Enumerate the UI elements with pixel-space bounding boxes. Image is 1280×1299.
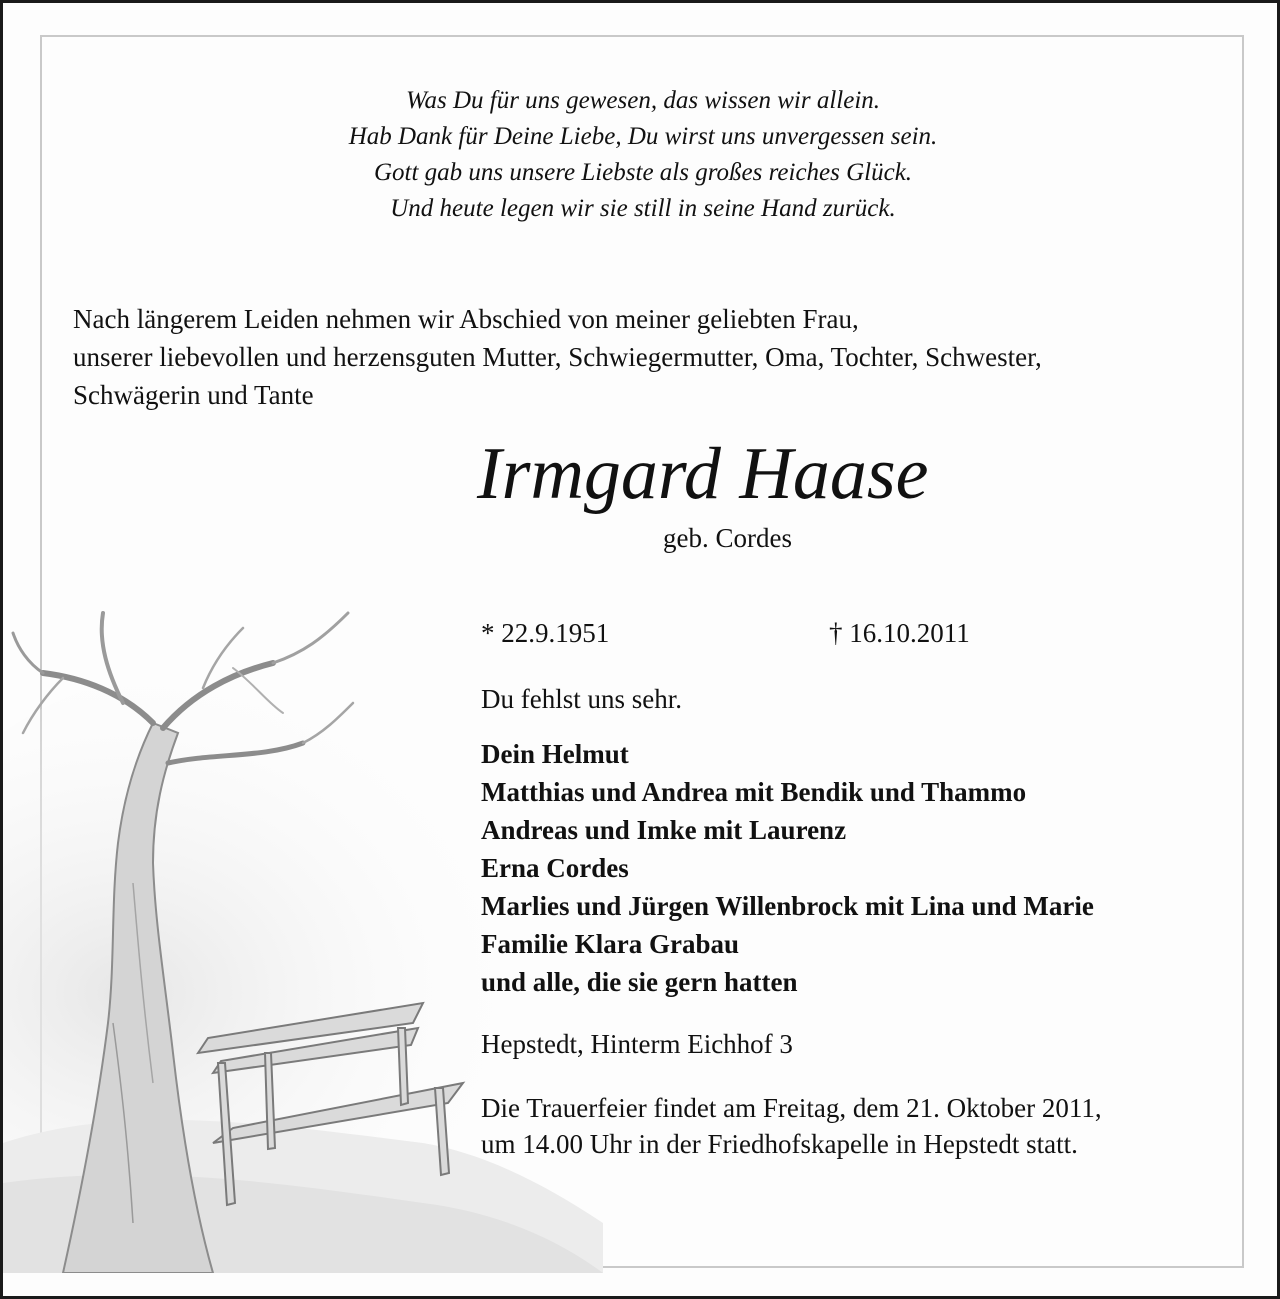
poem bbox=[3, 83, 1280, 227]
intro-line: Schwägerin und Tante bbox=[73, 380, 314, 410]
intro-line: Nach längerem Leiden nehmen wir Abschied von meiner geliebten Frau, bbox=[73, 304, 859, 334]
mourner: Familie Klara Grabau bbox=[481, 929, 739, 959]
address: Hepstedt, Hinterm Eichhof 3 bbox=[481, 1029, 793, 1059]
deceased-name: Irmgard Haase bbox=[477, 433, 929, 515]
intro-text bbox=[73, 300, 1243, 414]
mourner: Marlies und Jürgen Willenbrock mit Lina und Marie bbox=[481, 891, 1094, 921]
mourner: Matthias und Andrea mit Bendik und Thammo bbox=[481, 777, 1027, 807]
service-line: um 14.00 Uhr in der Friedhofskapelle in Hepstedt statt. bbox=[481, 1129, 1078, 1159]
farewell-message: Du fehlst uns sehr. bbox=[481, 684, 682, 714]
maiden-name: geb. Cordes bbox=[663, 523, 792, 553]
service-line: Die Trauerfeier findet am Freitag, dem 21. Oktober 2011, bbox=[481, 1093, 1102, 1123]
mourners-list bbox=[481, 735, 1094, 1001]
intro-line: unserer liebevollen und herzensguten Mutter, Schwiegermutter, Oma, Tochter, Schwester, bbox=[73, 342, 1042, 372]
poem-line: Und heute legen wir sie still in seine Hand zurück. bbox=[390, 195, 896, 222]
poem-line: Was Du für uns gewesen, das wissen wir allein. bbox=[405, 87, 881, 114]
mourner: Dein Helmut bbox=[481, 739, 629, 769]
poem-line: Hab Dank für Deine Liebe, Du wirst uns unvergessen sein. bbox=[348, 123, 938, 150]
death-date: † 16.10.2011 bbox=[829, 618, 970, 648]
poem-line: Gott gab uns unsere Liebste als großes reiches Glück. bbox=[373, 159, 913, 186]
mourner: Erna Cordes bbox=[481, 853, 629, 883]
birth-date: * 22.9.1951 bbox=[481, 618, 610, 648]
mourner: Andreas und Imke mit Laurenz bbox=[481, 815, 847, 845]
mourner: und alle, die sie gern hatten bbox=[481, 967, 798, 997]
funeral-service-info bbox=[481, 1090, 1102, 1162]
